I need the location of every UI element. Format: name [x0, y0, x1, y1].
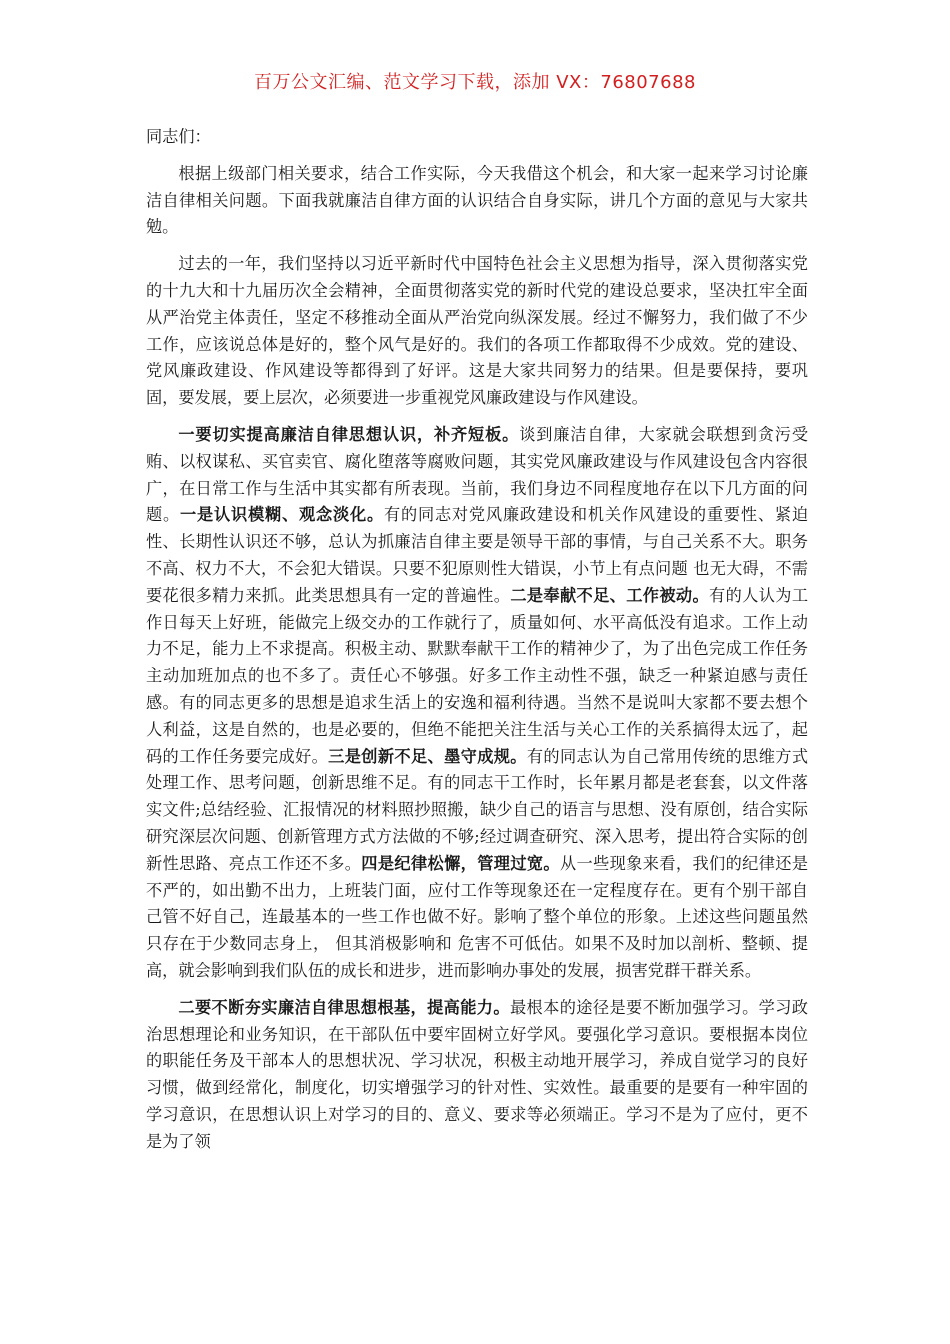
section-one-heading: 一要切实提高廉洁自律思想认识，补齐短板。 — [178, 424, 520, 444]
problem-four-heading: 四是纪律松懈，管理过宽。 — [361, 853, 560, 873]
section-one-text-3: 有的人认为工作日每天上好班，能做完上级交办的工作就行了，质量如何、水平高低没有追求。工作上动力不足，能力上不求提高。积极主动、默默奉献干工作的精神少了，为了出色完成工作任务主动加班加点的也不多了。责任心不够强。好多工作主动性不强，缺乏一种紧迫感与责任感。有的同志更多的思想是追求生活上的安逸和福利待遇。当然不是说叫大家都不要去想个人利益，这是自然的，也是必要的，但绝不能把关注生活与关心工作的关系搞得太远了，起码的工作任务要完成好。 — [146, 585, 809, 766]
problem-one-heading: 一是认识模糊、观念淡化。 — [180, 505, 384, 525]
section-one-text-5: 从一些现象来看，我们的纪律还是不严的，如出勤不出力，上班装门面，应付工作等现象还在一定程度存在。更有个别干部自己管不好自己，连最基本的一些工作也做不好。影响了整个单位的形象。上述这些问题虽然只存在于少数同志身上， 但其消极影响和 危害不可低估。如果不及时加以剖析、整顿、提高，就会影响到我们队伍的成长和进步，进而影响办事处的发展，损害党群干群关系。 — [146, 853, 809, 980]
document-body — [146, 124, 808, 1165]
section-one-text-4: 有的同志认为自己常用传统的思维方式处理工作、思考问题，创新思维不足。有的同志干工作时，长年累月都是老套套，以文件落实文件;总结经验、汇报情况的材料照抄照搬，缺少自己的语言与思想、没有原创，结合实际研究深层次问题、创新管理方式方法做的不够;经过调查研究、深入思考，提出符合实际的创新性思路、亮点工作还不多。 — [146, 746, 809, 873]
section-one-text-2: 有的同志对党风廉政建设和机关作风建设的重要性、紧迫性、长期性认识还不够，总认为抓廉洁自律主要是领导干部的事情，与自己关系不大。职务不高、权力不大，不会犯大错误。只要不犯原则性大错误，小节上有点问题 也无大碍，不需要花很多精力来抓。此类思想具有一定的普遍性。 — [146, 505, 809, 605]
section-one-text-1: 谈到廉洁自律，大家就会联想到贪污受贿、以权谋私、买官卖官、腐化堕落等腐败问题，其实党风廉政建设与作风建设包含内容很广，在日常工作与生活中其实都有所表现。当前，我们身边不同程度地存在以下几方面的问题。 — [146, 424, 809, 525]
problem-three-heading: 三是创新不足、墨守成规。 — [328, 746, 527, 766]
paragraph-review: 过去的一年，我们坚持以习近平新时代中国特色社会主义思想为指导，深入贯彻落实党的十九大和十九届历次全会精神，全面贯彻落实党的新时代党的建设总要求，坚决扛牢全面从严治党主体责任，坚定不移推动全面从严治党向纵深发展。经过不懈努力，我们做了不少工作，应该说总体是好的，整个风气是好的。我们的各项工作都取得不少成效。党的建设、党风廉政建设、作风建设等都得到了好评。这是大家共同努力的结果。但是要保持，要巩固，要发展，要上层次，必须要进一步重视党风廉政建设与作风建设。 — [146, 254, 808, 408]
section-two-text-1: 最根本的途径是要不断加强学习。学习政治思想理论和业务知识，在干部队伍中要牢固树立好学风。要强化学习意识。要根据本岗位的职能任务及干部本人的思想状况、学习状况，积极主动地开展学习，养成自觉学习的良好习惯，做到经常化，制度化，切实增强学习的针对性、实效性。最重要的是要有一种牢固的学习意识，在思想认识上对学习的目的、意义、要求等必须端正。学习不是为了应付，更不是为了领 — [146, 997, 808, 1151]
salutation: 同志们： — [146, 127, 211, 146]
section-two-heading: 二要不断夯实廉洁自律思想根基，提高能力。 — [178, 997, 510, 1017]
paragraph-section-two — [146, 995, 808, 1156]
problem-two-heading: 二是奉献不足、工作被动。 — [510, 585, 710, 605]
header-banner: 百万公文汇编、范文学习下载，添加 VX：76807688 — [254, 72, 696, 93]
paragraph-section-one — [146, 422, 808, 985]
paragraph-intro: 根据上级部门相关要求，结合工作实际，今天我借这个机会，和大家一起来学习讨论廉洁自律相关问题。下面我就廉洁自律方面的认识结合自身实际，讲几个方面的意见与大家共勉。 — [146, 163, 808, 237]
